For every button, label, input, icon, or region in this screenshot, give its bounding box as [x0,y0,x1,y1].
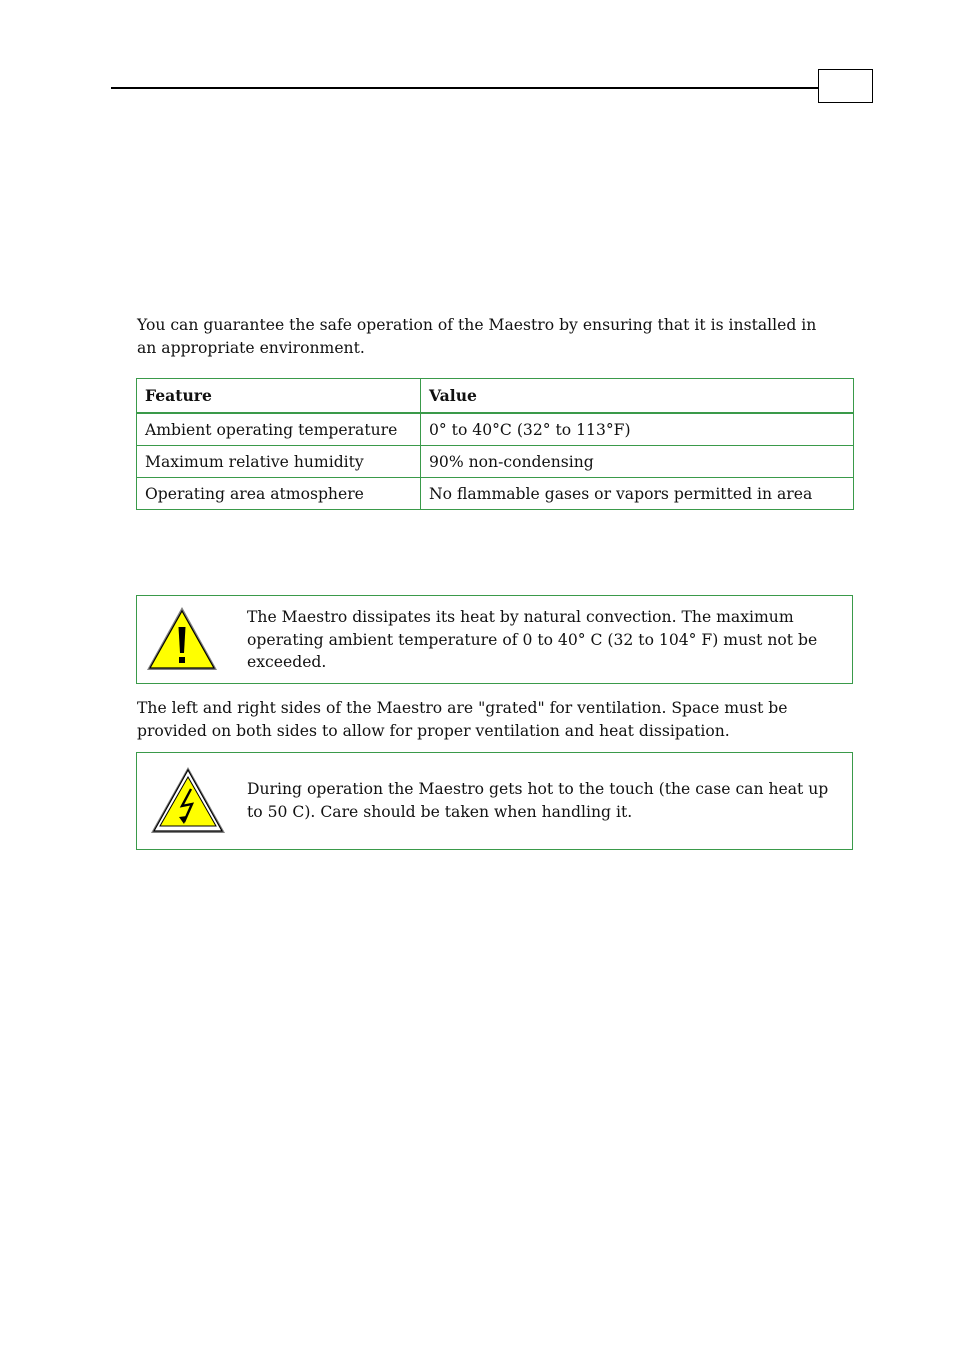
table-cell-feature: Operating area atmosphere [137,478,421,510]
column-header-value: Value [421,379,854,414]
table-row [137,478,854,510]
table-cell-feature: Ambient operating temperature [137,413,421,446]
table-row [137,446,854,478]
page-number-box [818,69,873,103]
table-cell-value: No flammable gases or vapors permitted in area [421,478,854,510]
hot-surface-notice [136,752,853,850]
environment-spec-table [136,378,854,510]
table-row [137,413,854,446]
header-rule [111,87,819,89]
caution-text: The Maestro dissipates its heat by natural convection. The maximum operating ambient temperature of 0 to 40° C (32 to 104° F) must not be exceeded. [247,608,818,671]
warning-exclamation-icon [145,605,219,677]
electrical-hazard-icon [148,765,228,839]
hot-surface-text: During operation the Maestro gets hot to the touch (the case can heat up to 50 C). Care should be taken when handling it. [247,780,829,821]
table-header-row [137,379,854,414]
table-cell-value: 0° to 40°C (32° to 113°F) [421,413,854,446]
caution-notice [136,595,853,684]
table-cell-feature: Maximum relative humidity [137,446,421,478]
intro-paragraph: You can guarantee the safe operation of the Maestro by ensuring that it is installed in an appropriate environment. [137,316,817,357]
column-header-feature: Feature [137,379,421,414]
table-cell-value: 90% non-condensing [421,446,854,478]
ventilation-paragraph: The left and right sides of the Maestro are "grated" for ventilation. Space must be provided on both sides to allow for proper ventilation and heat dissipation. [137,699,788,740]
